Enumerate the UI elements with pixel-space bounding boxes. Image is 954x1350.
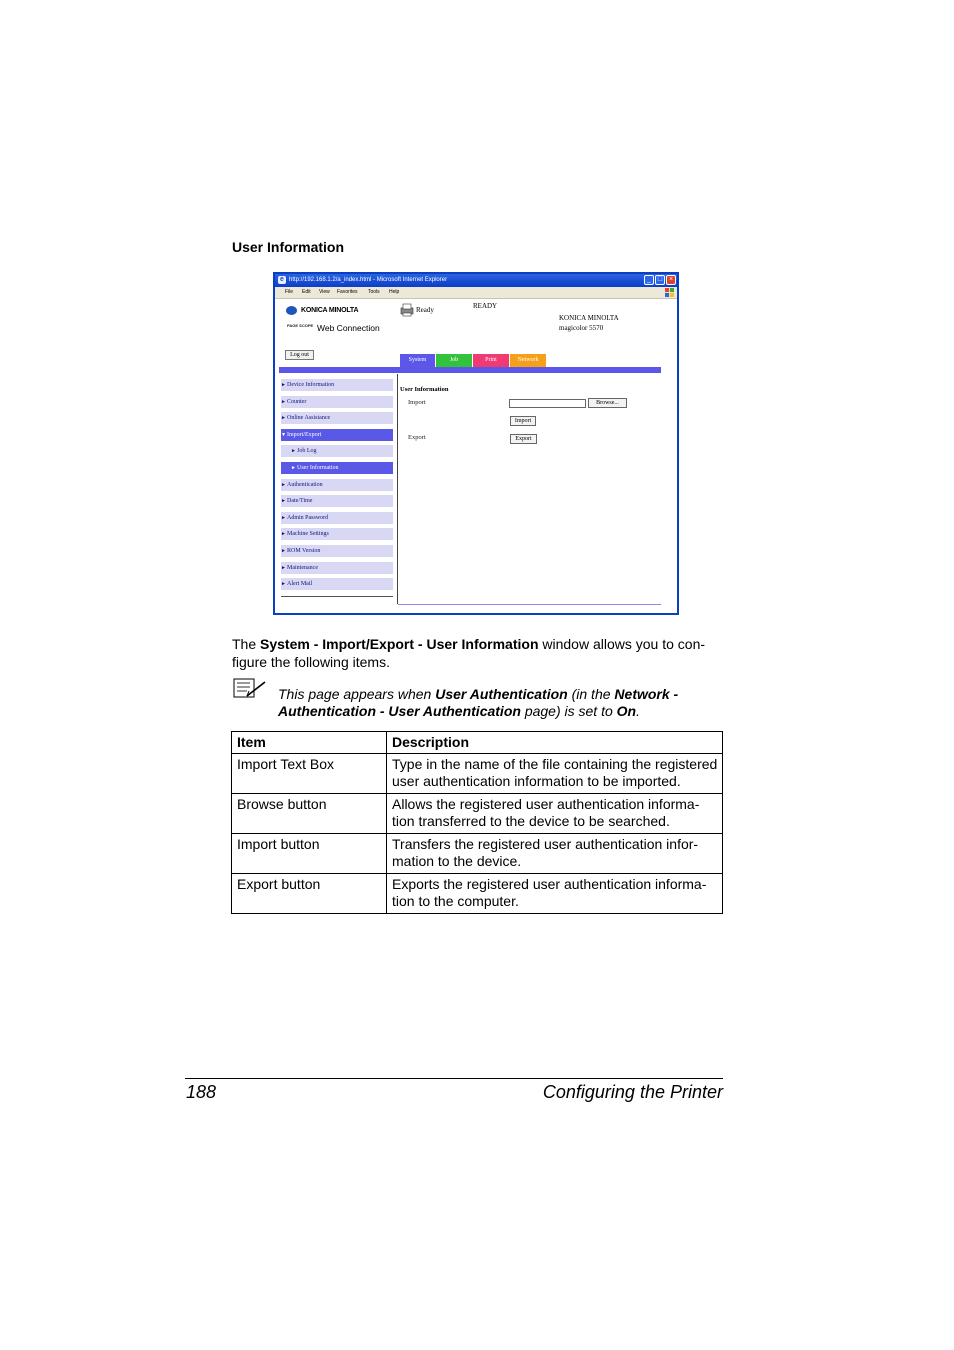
sidebar-item-job-log[interactable]: ►Job Log xyxy=(281,445,393,457)
export-label: Export xyxy=(408,434,426,441)
windows-flag-icon xyxy=(665,288,674,297)
sidebar-item-admin-password[interactable]: ►Admin Password xyxy=(281,512,393,524)
sidebar-item-maintenance[interactable]: ►Maintenance xyxy=(281,562,393,574)
logout-button[interactable]: Log out xyxy=(285,350,314,360)
arrow-down-icon: ▼ xyxy=(281,432,286,438)
printer-icon xyxy=(400,303,414,317)
sidebar-divider xyxy=(281,596,393,597)
sidebar-item-machine-settings[interactable]: ►Machine Settings xyxy=(281,528,393,540)
sidebar-item-counter[interactable]: ►Counter xyxy=(281,396,393,408)
menu-tools[interactable]: Tools xyxy=(368,289,380,295)
chapter-title: Configuring the Printer xyxy=(542,1082,723,1102)
sidebar-item-user-information[interactable]: ►User Information xyxy=(281,462,393,474)
table-row xyxy=(232,794,723,834)
note-text: This page appears when User Authentication (in the Network - Authentication - User Authentication page) is set to On. xyxy=(278,686,679,719)
table-cell-item: Export button xyxy=(232,874,387,914)
arrow-right-icon: ► xyxy=(281,416,286,422)
content-bottom-rule xyxy=(398,604,661,605)
table-header-row xyxy=(232,732,723,754)
ie-icon: e xyxy=(278,276,286,284)
arrow-right-icon: ► xyxy=(281,549,286,554)
sidebar-item-alert-mail[interactable]: ►Alert Mail xyxy=(281,578,393,590)
table-cell-description: Allows the registered user authentication informa-tion transferred to the device to be searched. xyxy=(387,794,723,834)
menu-help[interactable]: Help xyxy=(389,289,400,295)
arrow-right-icon: ► xyxy=(281,565,286,571)
menu-file[interactable]: File xyxy=(285,289,294,295)
arrow-right-icon: ► xyxy=(291,466,296,471)
window-titlebar xyxy=(275,274,677,287)
header-band xyxy=(279,367,661,373)
menu-bar xyxy=(275,287,677,299)
content-title: User Information xyxy=(400,386,449,393)
arrow-right-icon: ► xyxy=(281,532,286,538)
table-cell-description: Exports the registered user authentication informa-tion to the computer. xyxy=(387,874,723,914)
description-paragraph: The System - Import/Export - User Information window allows you to con-figure the following items. xyxy=(232,636,706,670)
tab-print[interactable]: Print xyxy=(473,354,509,367)
device-model: magicolor 5570 xyxy=(559,324,604,332)
menu-view[interactable]: View xyxy=(319,289,330,295)
device-brand: KONICA MINOLTA xyxy=(559,314,619,322)
minimize-icon[interactable]: _ xyxy=(644,275,654,285)
table-row xyxy=(232,874,723,914)
item-description-table xyxy=(231,731,723,914)
table-cell-item: Browse button xyxy=(232,794,387,834)
sidebar-item-authentication[interactable]: ►Authentication xyxy=(281,479,393,491)
tab-system[interactable]: System xyxy=(400,354,435,367)
device-info xyxy=(559,313,619,333)
status-display: READY xyxy=(473,302,498,310)
table-cell-description: Type in the name of the file containing the registered user authentication information to be imported. xyxy=(387,754,723,794)
import-file-input[interactable] xyxy=(509,399,586,408)
arrow-right-icon: ► xyxy=(281,399,286,405)
pagescope-logo xyxy=(287,323,407,335)
browse-button[interactable]: Browse... xyxy=(588,398,627,408)
content-divider xyxy=(397,374,398,604)
note-icon xyxy=(233,678,267,700)
menu-favorites[interactable]: Favorites xyxy=(337,289,358,295)
sidebar-item-import-export[interactable]: ▼Import/Export xyxy=(281,429,393,441)
arrow-right-icon: ► xyxy=(281,383,286,388)
pagescope-mark: PAGE SCOPE xyxy=(287,323,314,328)
table-cell-description: Transfers the registered user authentication infor-mation to the device. xyxy=(387,834,723,874)
import-label: Import xyxy=(408,399,426,406)
table-row xyxy=(232,834,723,874)
sidebar-item-device-information[interactable]: ►Device Information xyxy=(281,379,393,391)
web-connection-label: Web Connection xyxy=(317,323,380,333)
table-header-description: Description xyxy=(387,732,723,754)
tab-network[interactable]: Network xyxy=(510,354,546,367)
table-header-item: Item xyxy=(232,732,387,754)
status-ready: Ready xyxy=(416,306,434,314)
footer-rule xyxy=(185,1078,723,1079)
import-button[interactable]: Import xyxy=(510,416,536,426)
browser-screenshot: e http://192.168.1.2/a_index.html - Microsoft Internet Explorer _ □ × File Edit View Favorites Tools Help KONICA MINOLTA PAGE SCOPE Web Connection Ready READY KONICA MINOLTA magicolor 5570 Log out System Job Print Network ►Device Information ►Counter ►Online Assistance ▼Import/Export ►Job Log ►User Information ►Authentication ►Date/Time ►Admin Password ►Machine Settings ►ROM Version ►Maintenance ►Alert Mail User Information Import Browse... Import Export Export xyxy=(273,272,679,615)
page-number: 188 xyxy=(186,1082,217,1102)
konica-minolta-globe-icon xyxy=(286,306,297,315)
section-heading: User Information xyxy=(232,239,345,255)
window-title: http://192.168.1.2/a_index.html - Microsoft Internet Explorer xyxy=(289,277,448,283)
close-icon[interactable]: × xyxy=(666,275,676,285)
export-button[interactable]: Export xyxy=(510,434,537,444)
arrow-right-icon: ► xyxy=(281,482,286,488)
sidebar-item-online-assistance[interactable]: ►Online Assistance xyxy=(281,412,393,424)
sidebar-item-date-time[interactable]: ►Date/Time xyxy=(281,495,393,507)
menu-edit[interactable]: Edit xyxy=(302,289,311,295)
arrow-right-icon: ► xyxy=(281,582,286,588)
arrow-right-icon: ► xyxy=(281,515,286,521)
table-cell-item: Import button xyxy=(232,834,387,874)
tab-job[interactable]: Job xyxy=(436,354,472,367)
arrow-right-icon: ► xyxy=(291,449,296,455)
table-row xyxy=(232,754,723,794)
maximize-icon[interactable]: □ xyxy=(655,275,665,285)
sidebar-item-rom-version[interactable]: ►ROM Version xyxy=(281,545,393,557)
table-cell-item: Import Text Box xyxy=(232,754,387,794)
arrow-right-icon: ► xyxy=(281,499,286,505)
